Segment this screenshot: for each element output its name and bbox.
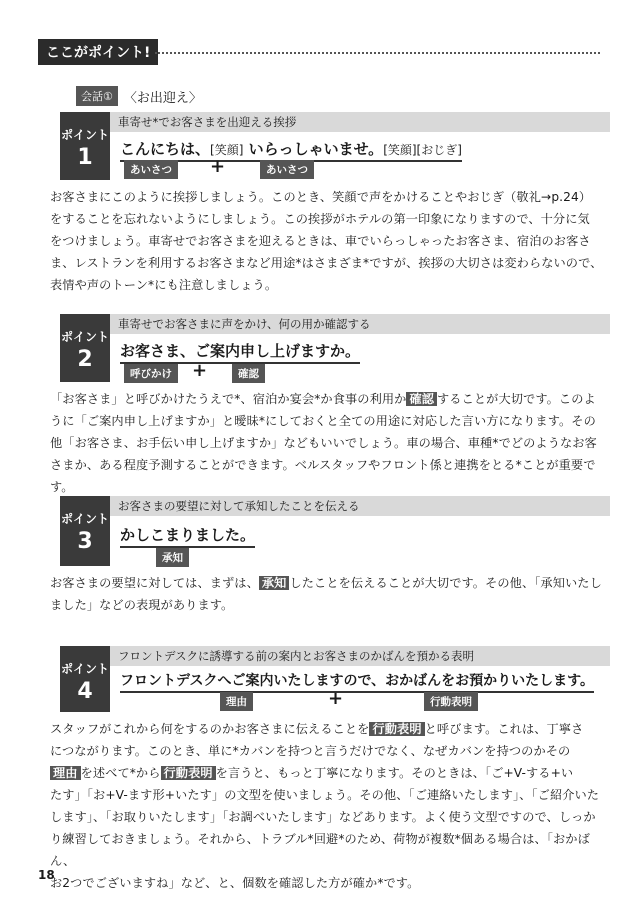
paragraph-4 [50, 718, 605, 894]
point-3-strip: お客さまの要望に対して承知したことを伝える [110, 496, 610, 516]
point-4-tag-a: 理由 [220, 692, 253, 711]
paragraph-line [50, 572, 605, 594]
section-header [38, 40, 158, 64]
point-4-main: フロントデスクへご案内いたしますので、おかばんをお預かりいたします。 [120, 670, 594, 693]
highlight-term: 行動表明 [369, 722, 424, 736]
point-1-strip: 車寄せ*でお客さまを出迎える挨拶 [110, 112, 610, 132]
point-badge-number: 1 [77, 145, 93, 170]
paragraph-line: さまか、ある程度予測することができます。ベルスタッフやフロント係と連携をとる*ことが重要です。 [50, 458, 596, 494]
paragraph-3 [50, 572, 605, 616]
paragraph-line: します」、「お取りいたします」「お調べいたします」などあります。よく使う文型ですので、しっか [50, 810, 596, 824]
point-1-main [120, 138, 462, 162]
page-number: 18 [38, 868, 55, 882]
paragraph-line [50, 388, 605, 410]
point-badge-label: ポイント [60, 330, 109, 344]
point-1-badge [60, 112, 110, 180]
dialog-heading [76, 86, 202, 106]
point-2-badge [60, 314, 110, 382]
point-1 [60, 112, 610, 180]
text-span: スタッフがこれから何をするのかお客さまに伝えることを [50, 722, 370, 736]
point-badge-label: ポイント [60, 128, 109, 142]
point-1-tag-b: あいさつ [260, 160, 314, 179]
paragraph-line [50, 718, 605, 740]
header-divider [155, 52, 600, 54]
paragraph-line [50, 762, 605, 784]
point-2-plus: + [192, 360, 208, 381]
highlight-term: 承知 [259, 576, 290, 590]
point-badge-number: 4 [77, 679, 93, 704]
dialog-tag: 会話① [76, 86, 118, 106]
paragraph-1 [50, 186, 605, 296]
point-4-strip: フロントデスクに誘導する前の案内とお客さまのかばんを預かる表明 [110, 646, 610, 666]
paragraph-line: うに「ご案内申し上げますか」と曖昧*にしておくと全ての用途に対応した言い方になります。その [50, 414, 596, 428]
point-4-tag-b: 行動表明 [424, 692, 478, 711]
point-2-tag-b: 確認 [232, 364, 265, 383]
highlight-term: 行動表明 [161, 766, 216, 780]
point-badge-number: 2 [77, 347, 93, 372]
highlight-term: 確認 [406, 392, 437, 406]
point-3-main: かしこまりました。 [120, 524, 255, 548]
paragraph-line: 他「お客さま、お手伝い申し上げますか」などもいいでしょう。車の場合、車種*でどのようなお客 [50, 436, 597, 450]
text-span: と呼びます。これは、丁寧さ [424, 722, 584, 736]
highlight-term: 理由 [50, 766, 81, 780]
text-span: することが大切です。このよ [437, 392, 596, 406]
paragraph-line: り練習しておきましょう。それから、トラブル*回避*のため、荷物が複数*個ある場合は、「おかばん、 [50, 832, 590, 868]
point-3-badge [60, 496, 110, 566]
paragraph-line: お2つでございますね」など、と、個数を確認した方が確か*です。 [50, 876, 420, 890]
point-badge-number: 3 [77, 529, 93, 554]
paragraph-line: ま、レストランを利用するお客さまなど用途*はさまざま*ですが、挨拶の大切さは変わらないので、 [50, 256, 603, 270]
point-badge-label: ポイント [60, 662, 109, 676]
point-2-strip: 車寄せでお客さまに声をかけ、何の用か確認する [110, 314, 610, 334]
text-span: お客さまの要望に対しては、まずは、 [50, 576, 259, 590]
paragraph-2 [50, 388, 605, 498]
point-badge-label: ポイント [60, 512, 109, 526]
point-1-tag-a: あいさつ [124, 160, 178, 179]
text-span: を言うと、もっと丁寧になります。そのときは、「ご+V-する+い [215, 766, 574, 780]
dialog-title: 〈お出迎え〉 [123, 90, 202, 106]
point-1-plus: + [210, 156, 226, 177]
point-3 [60, 496, 610, 566]
point-1-note2: [笑顔][おじぎ] [383, 143, 462, 157]
point-4 [60, 646, 610, 712]
text-span: を述べて*から [80, 766, 161, 780]
paragraph-line: 表情や声のトーン*にも注意しましょう。 [50, 278, 278, 292]
paragraph-line: お客さまにこのように挨拶しましょう。このとき、笑顔で声をかけることやおじぎ（敬礼→p.24） [50, 190, 592, 204]
point-4-badge [60, 646, 110, 712]
point-1-note1: [笑顔] [210, 143, 244, 157]
text-span: 「お客さま」と呼びかけたうえで*、宿泊か宴会*か食事の利用か [50, 392, 407, 406]
point-2 [60, 314, 610, 382]
paragraph-line: をすることを忘れないようにしましょう。この挨拶がホテルの第一印象になりますので、十分に気 [50, 212, 590, 226]
point-1-main-text2: いらっしゃいませ。 [248, 140, 384, 158]
text-span: したことを伝えることが大切です。その他、「承知いたし [289, 576, 602, 590]
point-4-plus: + [328, 688, 344, 709]
section-header-label: ここがポイント! [38, 39, 158, 65]
paragraph-line: ました」などの表現があります。 [50, 598, 234, 612]
paragraph-line: たす」「お+V-ます形+いたす」の文型を使いましょう。その他、「ご連絡いたします」、「ご紹介いた [50, 788, 600, 802]
point-1-main-text: こんにちは、 [120, 140, 211, 158]
paragraph-line: につながります。このとき、単に*カバンを持つと言うだけでなく、なぜカバンを持つのかその [50, 744, 571, 758]
point-2-tag-a: 呼びかけ [124, 364, 178, 383]
point-3-tag-a: 承知 [156, 548, 189, 567]
point-2-main: お客さま、ご案内申し上げますか。 [120, 340, 360, 364]
paragraph-line: をつけましょう。車寄せでお客さまを迎えるときは、車でいらっしゃったお客さま、宿泊のお客さ [50, 234, 591, 248]
